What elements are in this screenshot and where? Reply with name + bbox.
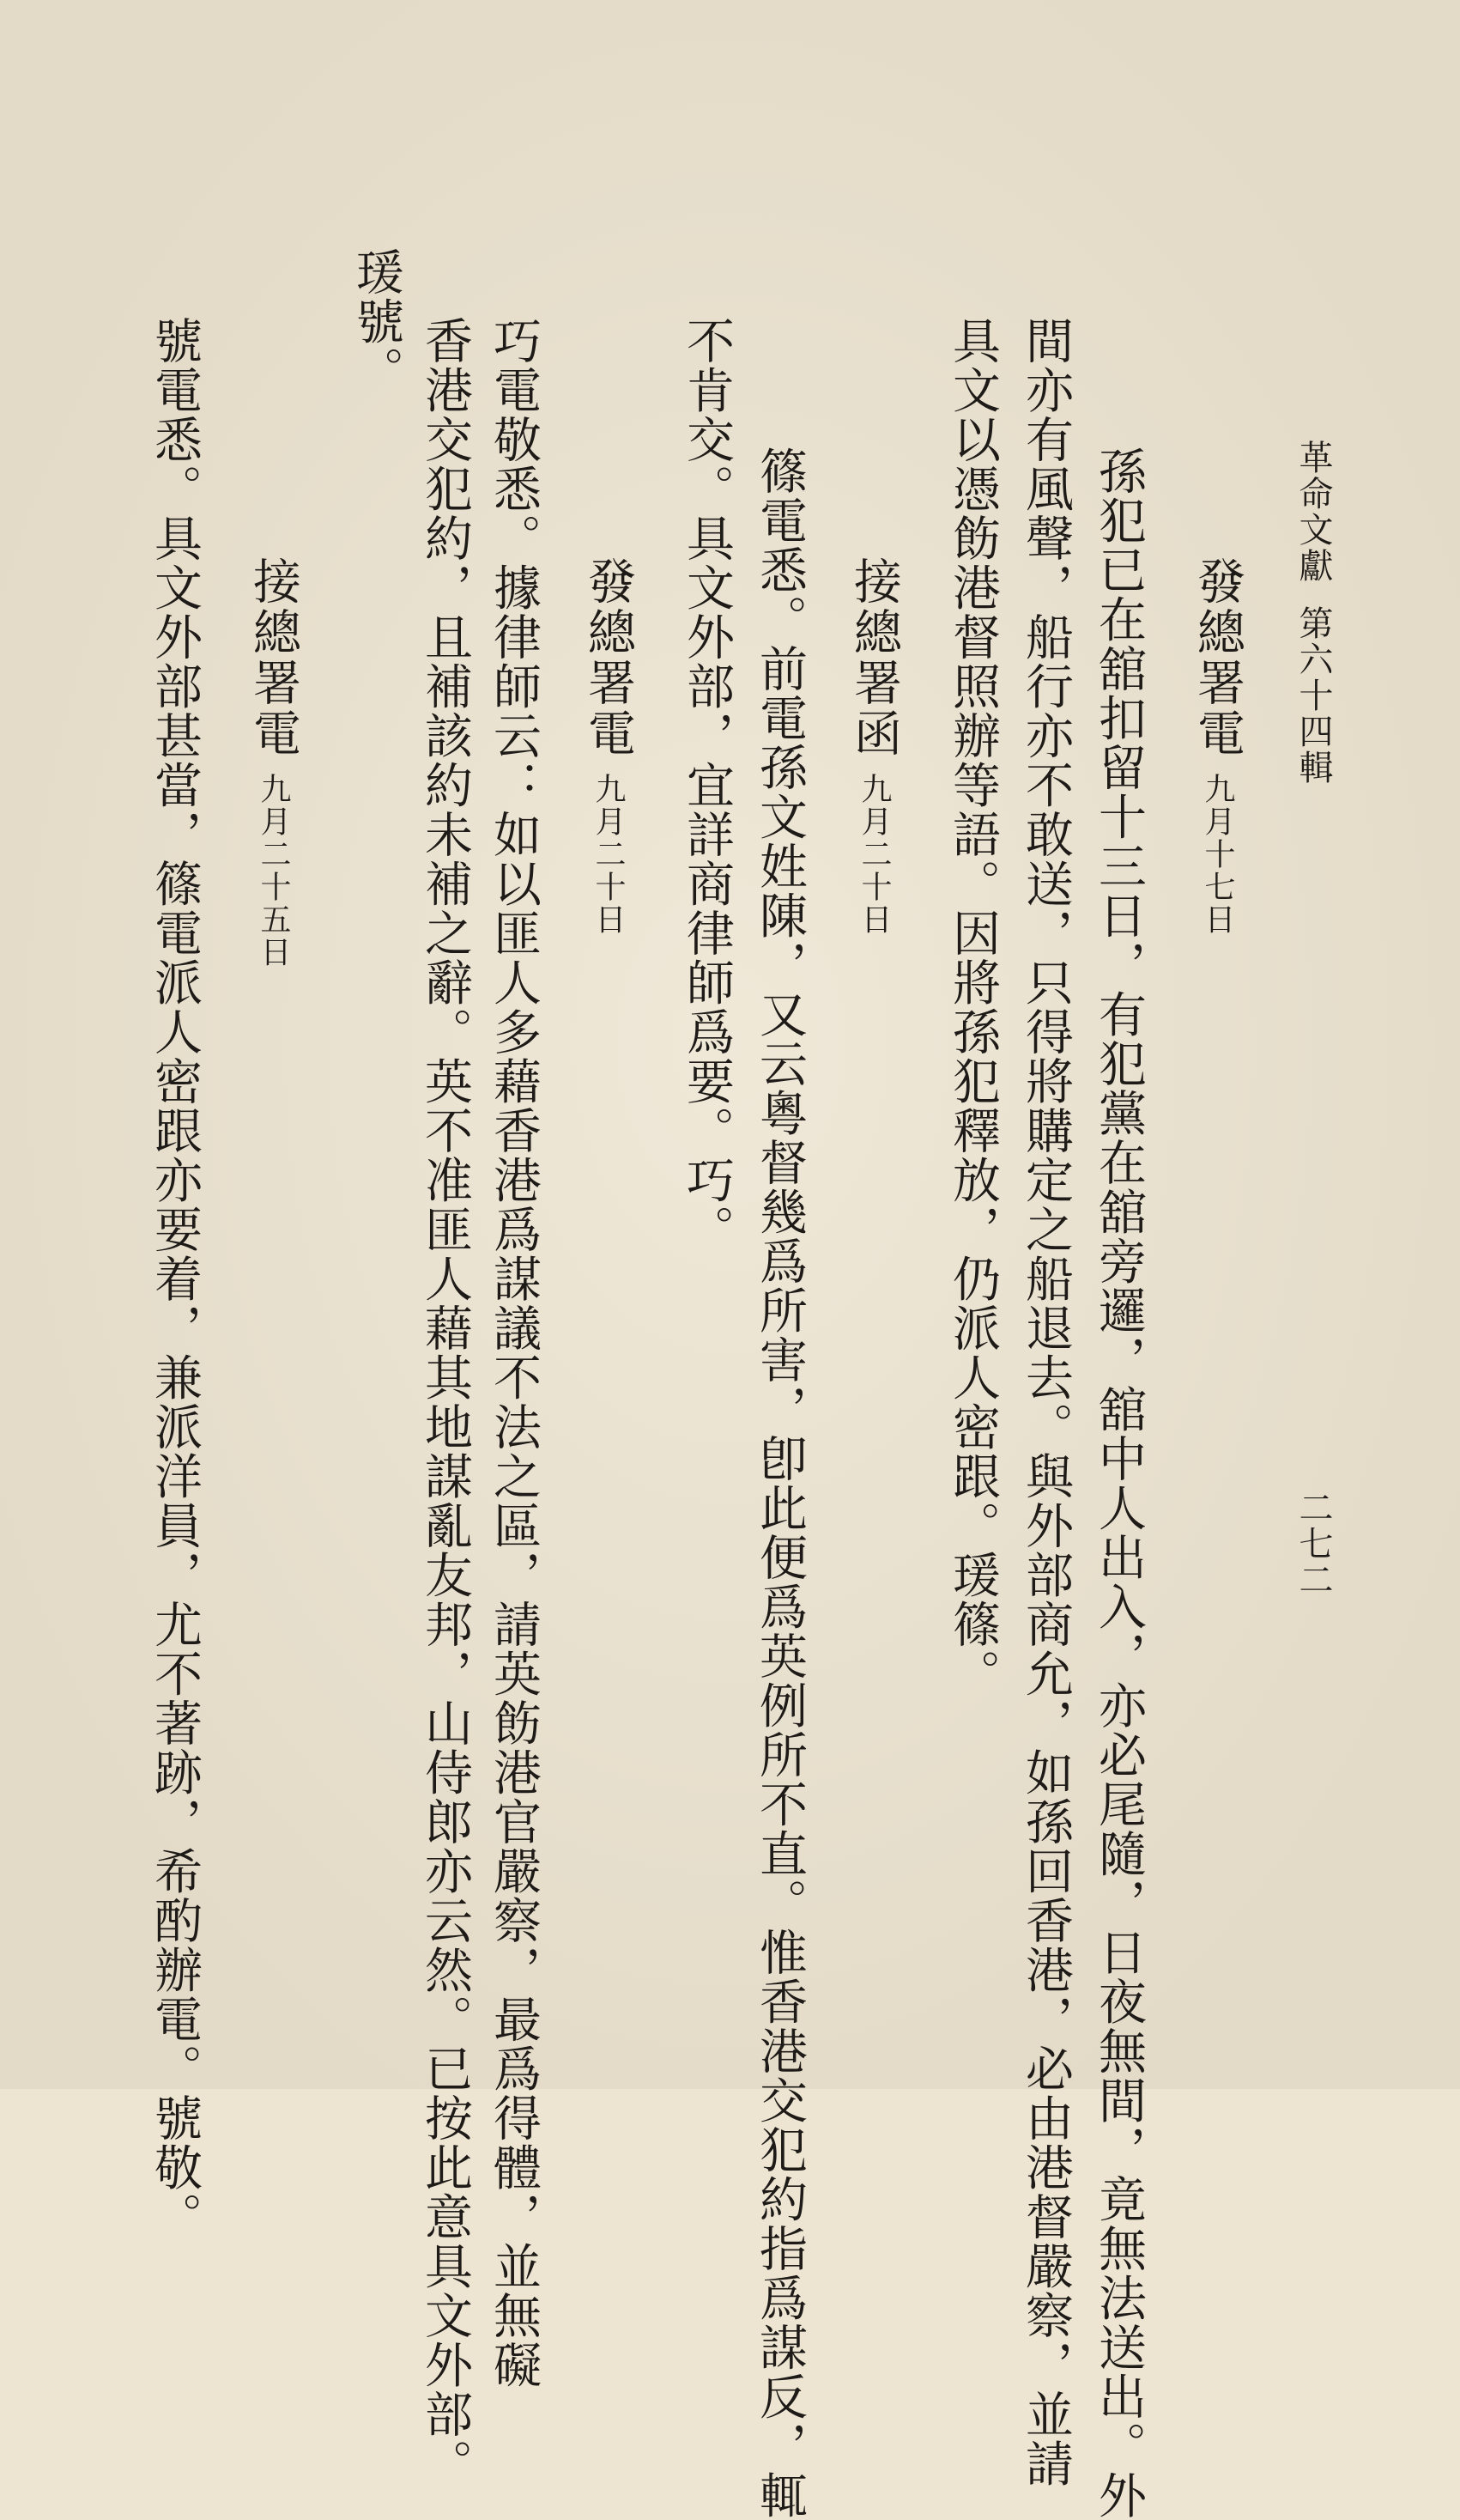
body-line: 間亦有風聲，船行亦不敢送，只得將購定之船退去。與外部商允，如孫回香港，必由港督嚴察，並請 — [1018, 316, 1074, 2488]
section-heading: 發總署電 — [580, 556, 636, 759]
body-line: 號電悉。具文外部甚當，篠電派人密跟亦要着，兼派洋員，尤不著跡，希酌辦電。號敬。 — [147, 316, 203, 2242]
body-line: 香港交犯約，且補該約未補之辭。英不准匪人藉其地謀亂友邦，山侍郎亦云然。已按此意具文外部。 — [417, 316, 473, 2488]
volume-label: 第六十四輯 — [1293, 605, 1333, 786]
body-line: 具文以憑飭港督照辦等語。因將孫犯釋放，仍派人密跟。瑗篠。 — [945, 316, 1001, 1698]
body-line: 篠電悉。前電孫文姓陳，又云粵督幾爲所害，卽此便爲英例所不直。惟香港交犯約指爲謀反，輒 — [752, 446, 808, 2520]
section-date: 九月二十日 — [857, 773, 892, 936]
section-heading: 接總署電 — [245, 556, 301, 759]
book-title: 革命文獻 — [1293, 440, 1333, 584]
page-number: 二七二 — [1293, 1490, 1333, 1598]
section-date: 九月二十五日 — [256, 773, 291, 969]
body-line: 瑗號。 — [348, 247, 404, 396]
body-line: 孫犯已在舘扣留十三日，有犯黨在舘旁邏，舘中人出入，亦必尾隨，日夜無間，竟無法送出。外 — [1091, 446, 1147, 2520]
body-line: 不肯交。具文外部，宜詳商律師爲要。巧。 — [679, 316, 735, 1254]
section-date: 九月十七日 — [1200, 773, 1235, 936]
body-line: 巧電敬悉。據律師云：如以匪人多藉香港爲謀議不法之區，請英飭港官嚴察，最爲得體，並無礙 — [486, 316, 542, 2389]
section-heading: 發總署電 — [1190, 556, 1245, 759]
section-date: 九月二十日 — [591, 773, 626, 936]
section-heading: 接總署函 — [846, 556, 902, 759]
